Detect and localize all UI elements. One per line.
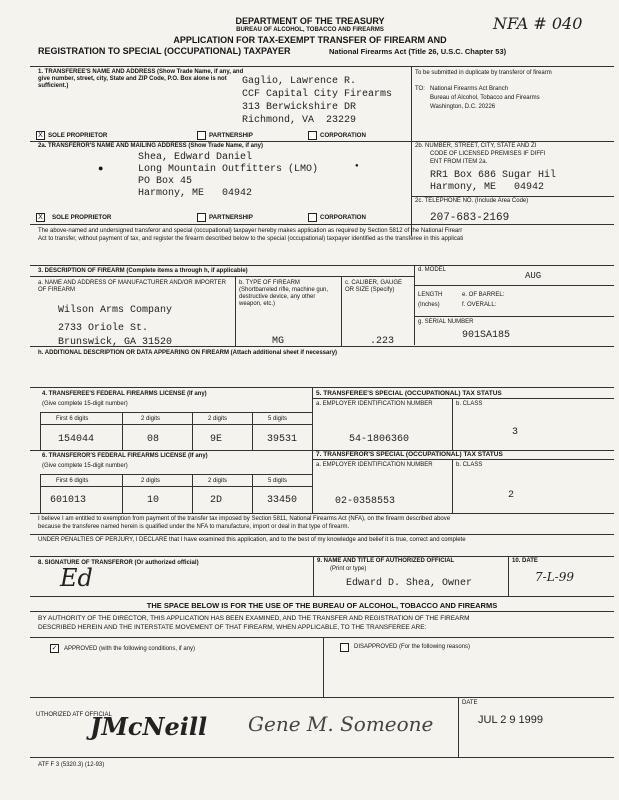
firearm-type-value: MG bbox=[272, 336, 285, 347]
telephone-label: 2c. TELEPHONE NO. (Include Area Code) bbox=[415, 198, 529, 204]
firearm-description-label: 3. DESCRIPTION OF FIREARM (Complete items a through h, if applicable) bbox=[38, 268, 248, 274]
official-name-value: Edward D. Shea, Owner bbox=[346, 578, 473, 589]
transferor-box: PO Box 45 bbox=[138, 176, 193, 187]
form-identifier: ATF F 3 (5320.3) (12-93) bbox=[38, 762, 105, 768]
submit-bureau: Bureau of Alcohol, Tobacco and Firearms bbox=[430, 95, 540, 101]
serial-value: 901SA185 bbox=[462, 330, 511, 341]
transferor-class-value: 2 bbox=[508, 490, 515, 501]
transferor-ffl-label: 6. TRANSFEROR'S FEDERAL FIREARMS LICENSE (If any) bbox=[42, 453, 208, 459]
transferee-partnership-label: PARTNERSHIP bbox=[209, 132, 253, 139]
submit-branch: National Firearms Act Branch bbox=[430, 86, 509, 92]
disapproved-label: DISAPPROVED (For the following reasons) bbox=[354, 644, 471, 650]
transferor-sole-checkbox[interactable]: X bbox=[36, 213, 45, 222]
official-name-sub: (Print or type) bbox=[330, 566, 367, 572]
transferor-signature-label: 8. SIGNATURE OF TRANSFEROR (Or authorized official) bbox=[38, 560, 199, 566]
model-label: d. MODEL bbox=[418, 267, 447, 273]
disapproved-checkbox[interactable] bbox=[340, 643, 349, 652]
transferee-ffl-label: 4. TRANSFEREE'S FEDERAL FIREARMS LICENSE (If any) bbox=[42, 391, 207, 397]
act-reference: National Firearms Act (Title 26, U.S.C. Chapter 53) bbox=[329, 47, 507, 56]
transferee-company: CCF Capital City Firearms bbox=[242, 89, 393, 100]
ffl4-head-first6: First 6 digits bbox=[56, 416, 89, 422]
date-value: 7-L-99 bbox=[535, 570, 574, 584]
transferee-class-label: b. CLASS bbox=[456, 401, 483, 407]
exemption-statement-2: because the transferee named herein is qualified under the NFA to manufacture, import or deal in that type of firearm. bbox=[38, 524, 350, 530]
ffl4-value-2b: 9E bbox=[210, 434, 223, 445]
transferor-sole-label: SOLE PROPRIETOR bbox=[52, 214, 112, 221]
submit-instruction: To be submitted in duplicate by transferor of firearm bbox=[415, 70, 552, 76]
ffl4-head-2a: 2 digits bbox=[141, 416, 161, 422]
ffl4-value-5: 39531 bbox=[267, 434, 298, 445]
transferee-ein-value: 54-1806360 bbox=[349, 434, 410, 445]
transferee-corporation-checkbox[interactable] bbox=[308, 131, 317, 140]
premises-line2: Harmony, ME 04942 bbox=[430, 182, 545, 193]
application-statement-2: Act to transfer, without payment of tax, and register the firearm described below to the special (occupational) taxpayer identified as the transferee in this applicati bbox=[38, 236, 464, 242]
transferor-ein-label: a. EMPLOYER IDENTIFICATION NUMBER bbox=[316, 462, 433, 468]
transferee-corporation-label: CORPORATION bbox=[320, 132, 366, 139]
application-statement-1: The above-named and undersigned transferor and special (occupational) taxpayer hereby makes application as required by Section 5812 of the National Firearr bbox=[38, 228, 463, 234]
ffl4-value-2a: 08 bbox=[147, 434, 160, 445]
transferor-class-label: b. CLASS bbox=[456, 462, 483, 468]
transferee-ffl-sub: (Give complete 15-digit number) bbox=[42, 401, 128, 407]
exemption-statement-1: I believe I am entitled to exemption from payment of the transfer tax imposed by Section 5811, National Firearms Act (NFA), on the firearm described above bbox=[38, 516, 451, 522]
transferee-street: 313 Berwickshire DR bbox=[242, 102, 357, 113]
transferor-name: Shea, Edward Daniel bbox=[138, 152, 253, 163]
transferor-corporation-checkbox[interactable] bbox=[308, 213, 317, 222]
bullet-small-icon: ● bbox=[355, 163, 359, 169]
transferee-partnership-checkbox[interactable] bbox=[197, 131, 206, 140]
approved-label: APPROVED (with the following conditions, if any) bbox=[64, 646, 196, 652]
model-value: AUG bbox=[525, 271, 542, 281]
atf-date-label: DATE bbox=[462, 700, 478, 706]
form-title-line2: REGISTRATION TO SPECIAL (OCCUPATIONAL) TAXPAYER bbox=[38, 46, 291, 56]
ffl6-head-2a: 2 digits bbox=[141, 478, 161, 484]
premises-label-3: ENT FROM ITEM 2a. bbox=[430, 159, 488, 165]
transferor-signature: Ed bbox=[60, 564, 93, 592]
submit-address: Washington, D.C. 20226 bbox=[430, 104, 496, 110]
perjury-statement: UNDER PENALTIES OF PERJURY, I DECLARE that I have examined this application, and to the best of my knowledge and belief it is true, correct and complete bbox=[38, 537, 466, 543]
length-sub-label: (Inches) bbox=[418, 302, 440, 308]
transferor-ffl-sub: (Give complete 15-digit number) bbox=[42, 463, 128, 469]
manufacturer-street: 2733 Oriole St. bbox=[58, 323, 149, 334]
transferee-sole-checkbox[interactable]: X bbox=[36, 131, 45, 140]
ffl4-head-5: 5 digits bbox=[268, 416, 288, 422]
transferor-ein-value: 02-0358553 bbox=[335, 496, 396, 507]
transferor-partnership-label: PARTNERSHIP bbox=[209, 214, 253, 221]
nfa-handwritten-note: NFA # 040 bbox=[493, 14, 583, 33]
manufacturer-city: Brunswick, GA 31520 bbox=[58, 337, 173, 348]
barrel-label: e. OF BARREL: bbox=[462, 292, 505, 298]
transferee-class-value: 3 bbox=[512, 427, 519, 438]
firearm-type-label: b. TYPE OF FIREARM (Shortbarreled rifle, machine gun, destructive device, any other weapon, etc.) bbox=[239, 280, 329, 307]
caliber-label: c. CALIBER, GAUGE OR SIZE (Specify) bbox=[345, 280, 403, 293]
premises-label-2: CODE OF LICENSED PREMISES IF DIFFI bbox=[430, 151, 546, 157]
length-label: LENGTH bbox=[418, 292, 443, 298]
ffl4-value-first6: 154044 bbox=[58, 434, 95, 445]
bureau-title: BUREAU OF ALCOHOL, TOBACCO AND FIREARMS bbox=[236, 27, 384, 33]
telephone-value: 207-683-2169 bbox=[430, 212, 510, 224]
bureau-use-banner: THE SPACE BELOW IS FOR THE USE OF THE BUREAU OF ALCOHOL, TOBACCO AND FIREARMS bbox=[146, 601, 498, 610]
authorized-official-label: UTHORIZED ATF OFFICIAL bbox=[36, 712, 112, 718]
ffl6-head-2b: 2 digits bbox=[208, 478, 228, 484]
additional-description-label: h. ADDITIONAL DESCRIPTION OR DATA APPEARING ON FIREARM (Attach additional sheet if necessary) bbox=[38, 350, 338, 356]
ffl6-value-first6: 601013 bbox=[50, 495, 87, 506]
transferor-company: Long Mountain Outfitters (LMO) bbox=[138, 164, 319, 175]
ffl6-head-5: 5 digits bbox=[268, 478, 288, 484]
ffl6-head-first6: First 6 digits bbox=[56, 478, 89, 484]
authority-statement-1: BY AUTHORITY OF THE DIRECTOR, THIS APPLICATION HAS BEEN EXAMINED, AND THE TRANSFER AND REGISTRATION OF THE FIREARM bbox=[38, 615, 470, 622]
atf-official-signature: JMcNeill bbox=[90, 712, 208, 741]
ffl6-value-5: 33450 bbox=[267, 495, 298, 506]
transferee-name: Gaglio, Lawrence R. bbox=[242, 76, 357, 87]
form-title-line1: APPLICATION FOR TAX-EXEMPT TRANSFER OF FIREARM AND bbox=[173, 35, 447, 45]
premises-line1: RR1 Box 686 Sugar Hil bbox=[430, 170, 557, 181]
transferor-corporation-label: CORPORATION bbox=[320, 214, 366, 221]
ffl4-head-2b: 2 digits bbox=[208, 416, 228, 422]
transferee-city: Richmond, VA 23229 bbox=[242, 115, 357, 126]
transferor-partnership-checkbox[interactable] bbox=[197, 213, 206, 222]
premises-label-1: 2b. NUMBER, STREET, CITY, STATE AND ZI bbox=[415, 143, 537, 149]
ffl6-value-2a: 10 bbox=[147, 495, 160, 506]
transferor-city: Harmony, ME 04942 bbox=[138, 188, 253, 199]
manufacturer-name: Wilson Arms Company bbox=[58, 305, 173, 316]
atf-secondary-signature: Gene M. Someone bbox=[248, 712, 434, 736]
transferor-tax-status-label: 7. TRANSFEROR'S SPECIAL (OCCUPATIONAL) TAX STATUS bbox=[316, 451, 503, 458]
dept-title: DEPARTMENT OF THE TREASURY bbox=[235, 16, 385, 26]
transferee-ein-label: a. EMPLOYER IDENTIFICATION NUMBER bbox=[316, 401, 433, 407]
bullet-icon: ● bbox=[98, 163, 104, 173]
authority-statement-2: DESCRIBED HEREIN AND THE INTERSTATE MOVEMENT OF THAT FIREARM, WHEN APPLICABLE, TO THE TRANSFEREE ARE: bbox=[38, 624, 427, 631]
approved-checkbox[interactable]: ✓ bbox=[51, 645, 58, 652]
transferee-label: 1. TRANSFEREE'S NAME AND ADDRESS (Show Trade Name, if any, and give number, street, city, State and ZIP Code, P.O. Box alone is not sufficient.) bbox=[38, 69, 244, 89]
serial-label: g. SERIAL NUMBER bbox=[418, 319, 474, 325]
overall-label: f. OVERALL: bbox=[462, 302, 497, 308]
submit-to: TO: bbox=[415, 86, 425, 92]
ffl6-value-2b: 2D bbox=[210, 495, 223, 506]
caliber-value: .223 bbox=[370, 336, 395, 347]
manufacturer-label: a. NAME AND ADDRESS OF MANUFACTURER AND/OR IMPORTER OF FIREARM bbox=[38, 280, 226, 293]
transferor-label: 2a. TRANSFEROR'S NAME AND MAILING ADDRESS (Show Trade Name, if any) bbox=[38, 143, 264, 149]
atf-date-stamp: JUL 2 9 1999 bbox=[478, 714, 544, 726]
official-name-label: 9. NAME AND TITLE OF AUTHORIZED OFFICIAL bbox=[317, 558, 455, 564]
transferee-sole-label: SOLE PROPRIETOR bbox=[48, 132, 108, 139]
transferee-tax-status-label: 5. TRANSFEREE'S SPECIAL (OCCUPATIONAL) TAX STATUS bbox=[316, 390, 502, 397]
date-label: 10. DATE bbox=[512, 558, 538, 564]
